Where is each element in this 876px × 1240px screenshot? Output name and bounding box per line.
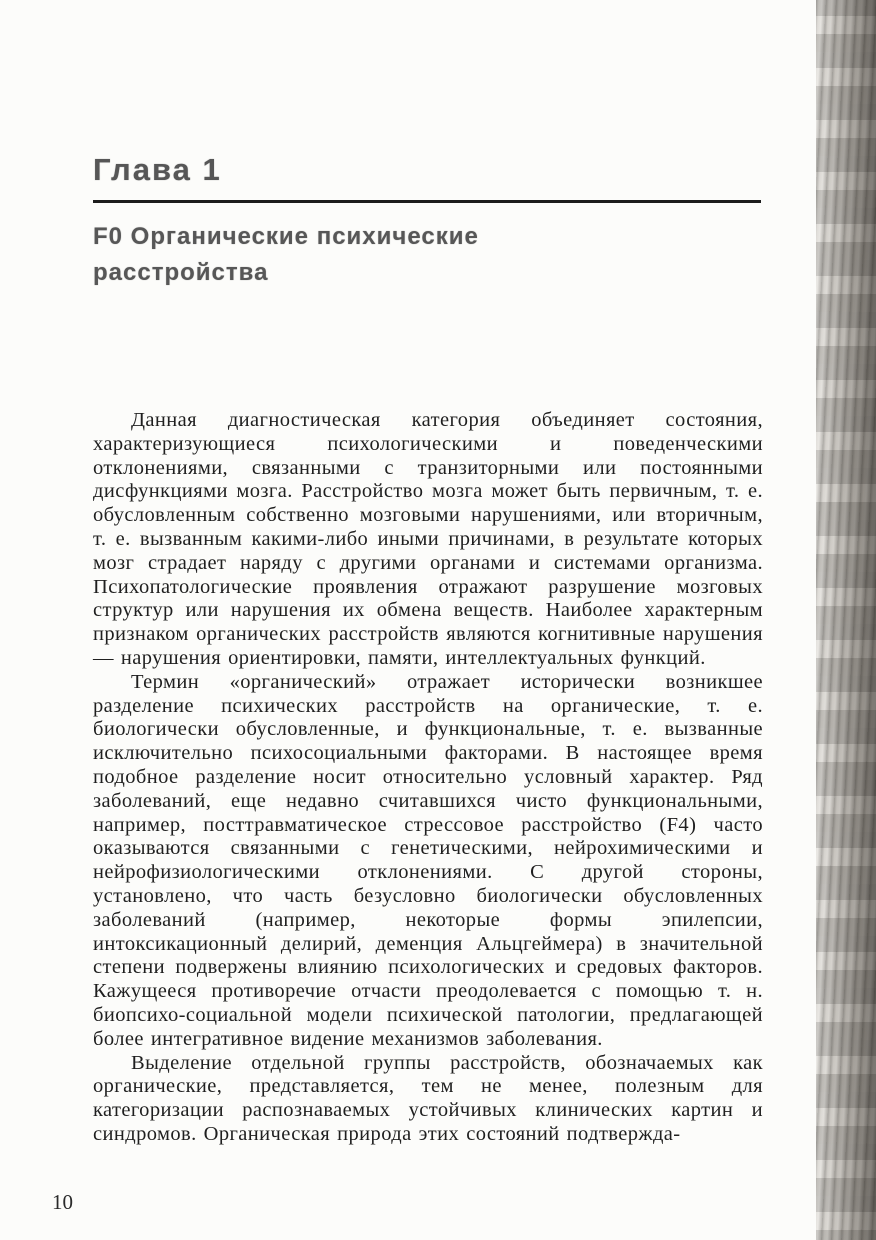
- body-text: [93, 409, 763, 1147]
- scan-edge-artifact: [816, 0, 876, 1240]
- page-number: 10: [52, 1190, 73, 1214]
- chapter-heading: Глава 1: [93, 152, 222, 187]
- body-paragraph: Выделение отдельной группы расстройств, обозначаемых как органические, представляется, тем не менее, полезным для категоризации распознаваемых устойчивых клинических картин и синдромов. Органическая природа этих состояний подтвержда-: [93, 1051, 763, 1145]
- body-paragraph: Термин «органический» отражает исторически возникшее разделение психических расстройств на органические, т. е. биологически обусловленные, и функциональные, т. е. вызванные исключительно психосоциальными факторами. В настоящее время подобное разделение носит относительно условный характер. Ряд заболеваний, еще недавно считавшихся чисто функциональными, например, посттравматическое стрессовое расстройство (F4) часто оказываются связанными с генетическими, нейрохимическими и нейрофизиологическими отклонениями. С другой стороны, установлено, что часть безусловно биологически обусловленных заболеваний (например, некоторые формы эпилепсии, интоксикационный делирий, деменция Альцгеймера) в значительной степени подвержены влиянию психологических и средовых факторов. Кажущееся противоречие отчасти преодолевается с помощью т. н. биопсихо-социальной модели психической патологии, предлагающей более интегративное видение механизмов заболевания.: [93, 670, 763, 1050]
- section-heading: F0 Органические психические расстройства: [93, 223, 479, 286]
- heading-rule: [93, 200, 761, 203]
- body-paragraph: Данная диагностическая категория объединяет состояния, характеризующиеся психологическими и поведенческими отклонениями, связанными с транзиторными или постоянными дисфункциями мозга. Расстройство мозга может быть первичным, т. е. обусловленным собственно мозговыми нарушениями, или вторичным, т. е. вызванным какими-либо иными причинами, в результате которых мозг страдает наряду с другими органами и системами организма. Психопатологические проявления отражают разрушение мозговых структур или нарушения их обмена веществ. Наиболее характерным признаком органических расстройств являются когнитивные нарушения — нарушения ориентировки, памяти, интеллектуальных функций.: [93, 409, 763, 669]
